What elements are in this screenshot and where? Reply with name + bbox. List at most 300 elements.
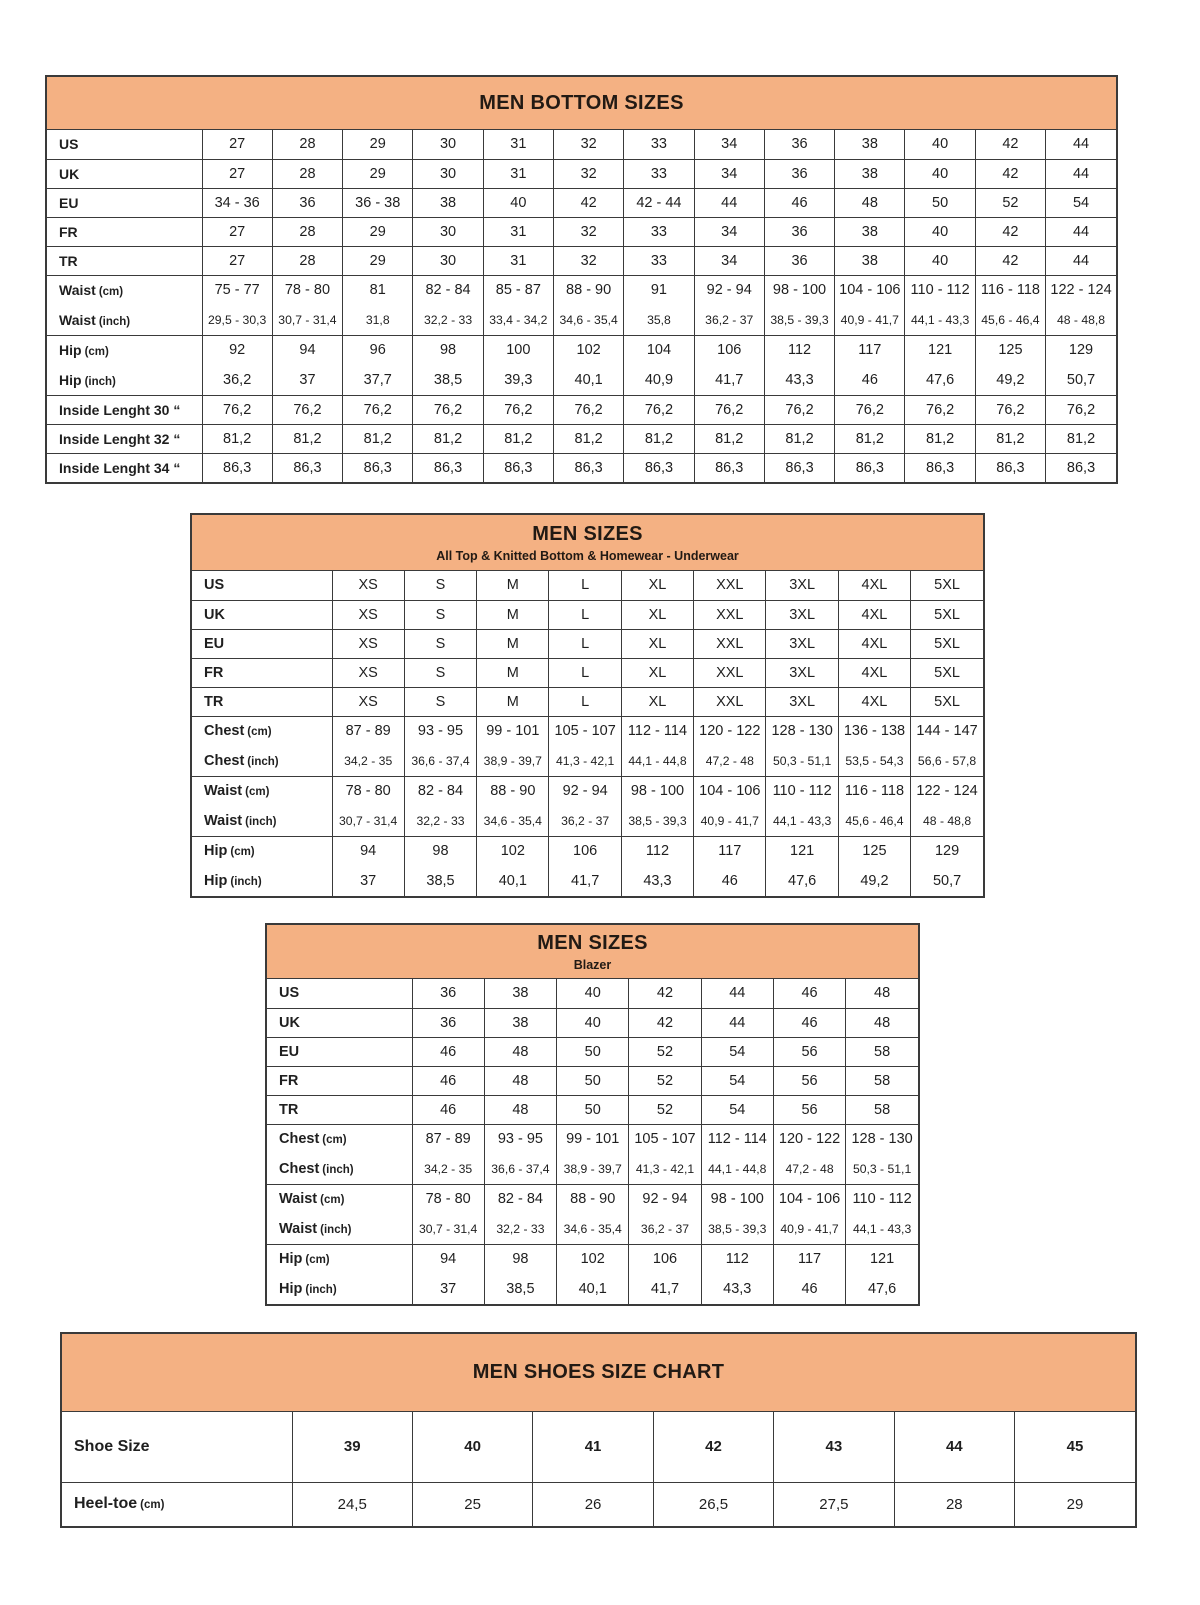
men-bottom-sizes-row-7-label-text: Hip <box>59 342 82 359</box>
men-bottom-sizes-cell-r3-c10: 40 <box>905 217 975 246</box>
men-sizes-tops-cell-r1-c1: S <box>404 600 476 629</box>
men-bottom-sizes-cell-r2-c12: 54 <box>1046 188 1116 217</box>
men-sizes-tops-cell-r2-c8: 5XL <box>911 629 983 658</box>
men-sizes-tops-cell-r7-c4: 98 - 100 <box>621 776 693 806</box>
men-sizes-tops-cell-r1-c4: XL <box>621 600 693 629</box>
men-sizes-blazer-cell-r6-c6: 50,3 - 51,1 <box>846 1154 918 1184</box>
men-sizes-blazer-row-0-label <box>267 979 412 1008</box>
men-sizes-tops-row-8-label-unit: (inch) <box>245 815 277 828</box>
men-bottom-sizes-cell-r11-c3: 86,3 <box>413 453 483 482</box>
men-bottom-sizes-cell-r2-c3: 38 <box>413 188 483 217</box>
men-sizes-tops-row-3-label <box>192 658 332 687</box>
men-sizes-tops-cell-r6-c5: 47,2 - 48 <box>694 746 766 776</box>
men-bottom-sizes-row-0-label <box>47 130 202 159</box>
men-shoes-size-chart-cell-r0-c1: 40 <box>412 1412 532 1482</box>
men-shoes-size-chart-title-bar <box>62 1334 1135 1412</box>
men-bottom-sizes-row-5-label <box>47 275 202 305</box>
men-sizes-blazer-cell-r2-c4: 54 <box>701 1037 773 1066</box>
men-bottom-sizes-cell-r1-c11: 42 <box>975 159 1045 188</box>
men-sizes-blazer-cell-r3-c2: 50 <box>557 1066 629 1095</box>
men-bottom-sizes-row-1-label-text: UK <box>59 165 80 182</box>
men-bottom-sizes-row-10-label <box>47 424 202 453</box>
men-bottom-sizes-table <box>45 75 1118 484</box>
men-sizes-blazer-cell-r7-c5: 104 - 106 <box>773 1184 845 1214</box>
men-sizes-tops-cell-r6-c3: 41,3 - 42,1 <box>549 746 621 776</box>
men-bottom-sizes-cell-r6-c11: 45,6 - 46,4 <box>975 305 1045 335</box>
men-bottom-sizes-cell-r2-c8: 46 <box>764 188 834 217</box>
men-bottom-sizes-cell-r10-c0: 81,2 <box>202 424 272 453</box>
men-sizes-tops-cell-r7-c3: 92 - 94 <box>549 776 621 806</box>
men-shoes-size-chart-cell-r1-c5: 28 <box>894 1482 1014 1526</box>
men-bottom-sizes-cell-r0-c1: 28 <box>272 130 342 159</box>
men-sizes-tops-cell-r3-c2: M <box>477 658 549 687</box>
men-bottom-sizes-cell-r9-c1: 76,2 <box>272 395 342 424</box>
men-shoes-size-chart-row-1-label-unit: (cm) <box>140 1499 165 1512</box>
men-bottom-sizes-cell-r10-c8: 81,2 <box>764 424 834 453</box>
men-sizes-tops-cell-r1-c6: 3XL <box>766 600 838 629</box>
men-bottom-sizes-row-8-label-unit: (inch) <box>84 375 116 388</box>
men-bottom-sizes-cell-r2-c10: 50 <box>905 188 975 217</box>
men-bottom-sizes-cell-r8-c12: 50,7 <box>1046 365 1116 395</box>
men-sizes-blazer-cell-r2-c6: 58 <box>846 1037 918 1066</box>
men-bottom-sizes-cell-r11-c5: 86,3 <box>553 453 623 482</box>
men-sizes-blazer-cell-r4-c5: 56 <box>773 1095 845 1124</box>
men-sizes-blazer-cell-r9-c6: 121 <box>846 1244 918 1274</box>
men-sizes-blazer-cell-r6-c1: 36,6 - 37,4 <box>484 1154 556 1184</box>
men-sizes-blazer-cell-r5-c4: 112 - 114 <box>701 1124 773 1154</box>
men-bottom-sizes-cell-r6-c3: 32,2 - 33 <box>413 305 483 335</box>
men-bottom-sizes-cell-r5-c10: 110 - 112 <box>905 275 975 305</box>
men-sizes-tops-cell-r8-c0: 30,7 - 31,4 <box>332 806 404 836</box>
men-sizes-blazer-row-6 <box>267 1154 918 1184</box>
men-sizes-tops-row-10 <box>192 866 983 896</box>
men-sizes-blazer-cell-r4-c0: 46 <box>412 1095 484 1124</box>
men-shoes-size-chart-cell-r1-c0: 24,5 <box>292 1482 412 1526</box>
men-bottom-sizes-cell-r4-c0: 27 <box>202 246 272 275</box>
men-bottom-sizes-cell-r10-c5: 81,2 <box>553 424 623 453</box>
men-bottom-sizes-cell-r0-c5: 32 <box>553 130 623 159</box>
men-bottom-sizes-cell-r0-c8: 36 <box>764 130 834 159</box>
men-sizes-blazer-cell-r8-c0: 30,7 - 31,4 <box>412 1214 484 1244</box>
men-bottom-sizes-row-3-label-text: FR <box>59 223 78 240</box>
men-bottom-sizes-cell-r1-c2: 29 <box>343 159 413 188</box>
men-bottom-sizes-row-10 <box>47 424 1116 453</box>
men-sizes-tops-cell-r4-c8: 5XL <box>911 687 983 716</box>
men-sizes-tops-cell-r9-c6: 121 <box>766 836 838 866</box>
men-sizes-blazer-title: MEN SIZES <box>537 931 648 954</box>
men-sizes-blazer-cell-r6-c5: 47,2 - 48 <box>773 1154 845 1184</box>
men-bottom-sizes-cell-r10-c11: 81,2 <box>975 424 1045 453</box>
men-sizes-blazer-cell-r10-c4: 43,3 <box>701 1274 773 1304</box>
men-bottom-sizes-row-8-label-text: Hip <box>59 371 82 388</box>
men-sizes-blazer-row-0-label-text: US <box>279 985 300 1002</box>
men-sizes-blazer-cell-r5-c1: 93 - 95 <box>484 1124 556 1154</box>
men-sizes-tops-row-10-label <box>192 866 332 896</box>
men-bottom-sizes-cell-r8-c11: 49,2 <box>975 365 1045 395</box>
men-bottom-sizes-row-2-label <box>47 188 202 217</box>
men-shoes-size-chart-title: MEN SHOES SIZE CHART <box>472 1361 725 1383</box>
men-sizes-tops-row-6-label <box>192 746 332 776</box>
men-sizes-tops-row-0-label-text: US <box>204 577 225 594</box>
men-sizes-tops-row-10-label-text: Hip <box>204 873 228 889</box>
men-bottom-sizes-cell-r9-c5: 76,2 <box>553 395 623 424</box>
men-bottom-sizes-row-4-label-text: TR <box>59 252 78 269</box>
men-sizes-blazer-cell-r8-c5: 40,9 - 41,7 <box>773 1214 845 1244</box>
men-bottom-sizes-cell-r10-c12: 81,2 <box>1046 424 1116 453</box>
men-sizes-tops-cell-r7-c5: 104 - 106 <box>694 776 766 806</box>
men-sizes-tops-cell-r0-c6: 3XL <box>766 571 838 600</box>
men-bottom-sizes-cell-r8-c1: 37 <box>272 365 342 395</box>
men-sizes-blazer-row-7-label <box>267 1184 412 1214</box>
men-sizes-tops-cell-r2-c1: S <box>404 629 476 658</box>
men-sizes-blazer-cell-r7-c2: 88 - 90 <box>557 1184 629 1214</box>
men-sizes-blazer-row-9 <box>267 1244 918 1274</box>
men-bottom-sizes-cell-r2-c4: 40 <box>483 188 553 217</box>
men-bottom-sizes-cell-r1-c9: 38 <box>835 159 905 188</box>
men-shoes-size-chart-cell-r0-c4: 43 <box>774 1412 894 1482</box>
men-sizes-tops-cell-r7-c2: 88 - 90 <box>477 776 549 806</box>
men-sizes-blazer-cell-r6-c0: 34,2 - 35 <box>412 1154 484 1184</box>
men-sizes-tops-cell-r10-c3: 41,7 <box>549 866 621 896</box>
men-sizes-tops-cell-r5-c0: 87 - 89 <box>332 716 404 746</box>
men-sizes-tops-cell-r9-c1: 98 <box>404 836 476 866</box>
men-sizes-tops-cell-r1-c2: M <box>477 600 549 629</box>
men-bottom-sizes-cell-r2-c2: 36 - 38 <box>343 188 413 217</box>
men-sizes-blazer-cell-r5-c3: 105 - 107 <box>629 1124 701 1154</box>
men-sizes-blazer-cell-r8-c1: 32,2 - 33 <box>484 1214 556 1244</box>
men-bottom-sizes-row-3-label <box>47 217 202 246</box>
men-shoes-size-chart-row-1-label-text: Heel-toe <box>74 1495 138 1513</box>
men-sizes-tops-cell-r1-c7: 4XL <box>838 600 910 629</box>
men-sizes-blazer-cell-r10-c0: 37 <box>412 1274 484 1304</box>
men-bottom-sizes-cell-r1-c0: 27 <box>202 159 272 188</box>
men-bottom-sizes-row-0-label-text: US <box>59 136 79 153</box>
men-sizes-tops-cell-r2-c4: XL <box>621 629 693 658</box>
men-sizes-blazer-row-1-label-text: UK <box>279 1014 300 1031</box>
men-bottom-sizes-cell-r7-c1: 94 <box>272 335 342 365</box>
men-sizes-blazer-subtitle: Blazer <box>573 957 612 972</box>
men-sizes-tops-cell-r5-c3: 105 - 107 <box>549 716 621 746</box>
men-sizes-tops-row-7-label <box>192 776 332 806</box>
men-sizes-tops-cell-r3-c6: 3XL <box>766 658 838 687</box>
men-sizes-blazer-cell-r1-c6: 48 <box>846 1008 918 1037</box>
men-bottom-sizes-cell-r4-c5: 32 <box>553 246 623 275</box>
men-bottom-sizes-cell-r3-c6: 33 <box>624 217 694 246</box>
men-sizes-blazer-row-6-label-text: Chest <box>279 1160 320 1177</box>
men-sizes-blazer-cell-r10-c2: 40,1 <box>557 1274 629 1304</box>
men-sizes-tops-cell-r9-c2: 102 <box>477 836 549 866</box>
men-bottom-sizes-row-9-label-text: Inside Lenght 30 “ <box>59 401 181 418</box>
men-sizes-blazer-cell-r8-c4: 38,5 - 39,3 <box>701 1214 773 1244</box>
men-sizes-tops-row-2 <box>192 629 983 658</box>
men-shoes-size-chart-row-1 <box>62 1482 1135 1526</box>
men-bottom-sizes-cell-r6-c1: 30,7 - 31,4 <box>272 305 342 335</box>
men-bottom-sizes-row-6-label-unit: (inch) <box>98 315 131 328</box>
men-sizes-tops-cell-r4-c7: 4XL <box>838 687 910 716</box>
men-sizes-tops-cell-r0-c1: S <box>404 571 476 600</box>
men-sizes-tops-cell-r0-c2: M <box>477 571 549 600</box>
men-sizes-tops-cell-r3-c5: XXL <box>694 658 766 687</box>
men-sizes-tops-cell-r3-c0: XS <box>332 658 404 687</box>
men-bottom-sizes-row-5 <box>47 275 1116 305</box>
men-sizes-tops-cell-r8-c5: 40,9 - 41,7 <box>694 806 766 836</box>
men-sizes-tops-row-9-label-text: Hip <box>204 843 228 860</box>
men-bottom-sizes-row-8-label <box>47 365 202 395</box>
men-bottom-sizes-cell-r5-c3: 82 - 84 <box>413 275 483 305</box>
men-sizes-tops-cell-r5-c6: 128 - 130 <box>766 716 838 746</box>
men-bottom-sizes-cell-r0-c4: 31 <box>483 130 553 159</box>
men-bottom-sizes-cell-r3-c1: 28 <box>272 217 342 246</box>
men-sizes-tops-grid <box>192 571 983 896</box>
men-sizes-tops-cell-r10-c8: 50,7 <box>911 866 983 896</box>
men-bottom-sizes-cell-r7-c12: 129 <box>1046 335 1116 365</box>
men-sizes-blazer-cell-r6-c3: 41,3 - 42,1 <box>629 1154 701 1184</box>
men-sizes-blazer-cell-r6-c4: 44,1 - 44,8 <box>701 1154 773 1184</box>
men-bottom-sizes-cell-r0-c12: 44 <box>1046 130 1116 159</box>
men-bottom-sizes-cell-r0-c9: 38 <box>835 130 905 159</box>
men-bottom-sizes-cell-r4-c10: 40 <box>905 246 975 275</box>
men-bottom-sizes-row-11-label <box>47 453 202 482</box>
men-sizes-blazer-cell-r1-c1: 38 <box>484 1008 556 1037</box>
men-sizes-blazer-cell-r10-c6: 47,6 <box>846 1274 918 1304</box>
men-bottom-sizes-row-0 <box>47 130 1116 159</box>
men-bottom-sizes-cell-r8-c7: 41,7 <box>694 365 764 395</box>
men-sizes-blazer-cell-r4-c3: 52 <box>629 1095 701 1124</box>
men-bottom-sizes-cell-r7-c11: 125 <box>975 335 1045 365</box>
men-sizes-blazer-row-9-label-unit: (cm) <box>305 1254 330 1267</box>
men-sizes-tops-cell-r4-c5: XXL <box>694 687 766 716</box>
men-sizes-blazer-cell-r0-c6: 48 <box>846 979 918 1008</box>
men-bottom-sizes-cell-r10-c9: 81,2 <box>835 424 905 453</box>
men-bottom-sizes-cell-r4-c6: 33 <box>624 246 694 275</box>
men-bottom-sizes-cell-r9-c7: 76,2 <box>694 395 764 424</box>
men-bottom-sizes-cell-r9-c2: 76,2 <box>343 395 413 424</box>
men-sizes-blazer-cell-r2-c1: 48 <box>484 1037 556 1066</box>
men-sizes-tops-cell-r8-c6: 44,1 - 43,3 <box>766 806 838 836</box>
men-sizes-blazer-cell-r1-c3: 42 <box>629 1008 701 1037</box>
men-sizes-tops-cell-r4-c3: L <box>549 687 621 716</box>
men-bottom-sizes-cell-r7-c6: 104 <box>624 335 694 365</box>
men-sizes-blazer-cell-r4-c4: 54 <box>701 1095 773 1124</box>
men-bottom-sizes-cell-r0-c10: 40 <box>905 130 975 159</box>
men-sizes-blazer-row-9-label-text: Hip <box>279 1251 303 1268</box>
men-sizes-blazer-row-9-label <box>267 1244 412 1274</box>
men-sizes-blazer-title-bar <box>267 925 918 979</box>
men-sizes-tops-cell-r0-c8: 5XL <box>911 571 983 600</box>
men-sizes-blazer-cell-r6-c2: 38,9 - 39,7 <box>557 1154 629 1184</box>
men-sizes-tops-cell-r6-c8: 56,6 - 57,8 <box>911 746 983 776</box>
men-sizes-tops-row-1-label <box>192 600 332 629</box>
men-bottom-sizes-cell-r1-c4: 31 <box>483 159 553 188</box>
men-sizes-blazer-row-5 <box>267 1124 918 1154</box>
men-sizes-tops-cell-r10-c0: 37 <box>332 866 404 896</box>
men-sizes-blazer-row-1-label <box>267 1008 412 1037</box>
men-bottom-sizes-row-4 <box>47 246 1116 275</box>
men-bottom-sizes-row-6-label <box>47 305 202 335</box>
men-bottom-sizes-cell-r1-c12: 44 <box>1046 159 1116 188</box>
men-bottom-sizes-row-5-label-unit: (cm) <box>98 286 124 299</box>
men-bottom-sizes-cell-r6-c9: 40,9 - 41,7 <box>835 305 905 335</box>
men-bottom-sizes-cell-r2-c6: 42 - 44 <box>624 188 694 217</box>
men-sizes-blazer-row-4-label-text: TR <box>279 1101 299 1118</box>
men-sizes-tops-row-7-label-unit: (cm) <box>245 786 270 799</box>
men-sizes-blazer-row-6-label <box>267 1154 412 1184</box>
men-bottom-sizes-cell-r10-c4: 81,2 <box>483 424 553 453</box>
men-bottom-sizes-cell-r4-c4: 31 <box>483 246 553 275</box>
men-bottom-sizes-cell-r3-c4: 31 <box>483 217 553 246</box>
men-bottom-sizes-cell-r9-c8: 76,2 <box>764 395 834 424</box>
men-bottom-sizes-cell-r8-c2: 37,7 <box>343 365 413 395</box>
men-bottom-sizes-cell-r6-c4: 33,4 - 34,2 <box>483 305 553 335</box>
men-sizes-tops-row-7 <box>192 776 983 806</box>
men-bottom-sizes-cell-r0-c0: 27 <box>202 130 272 159</box>
men-sizes-blazer-cell-r9-c0: 94 <box>412 1244 484 1274</box>
men-bottom-sizes-cell-r11-c4: 86,3 <box>483 453 553 482</box>
men-sizes-blazer-row-6-label-unit: (inch) <box>322 1163 354 1176</box>
men-sizes-tops-row-5-label-text: Chest <box>204 723 245 740</box>
men-bottom-sizes-row-2-label-text: EU <box>59 194 79 211</box>
men-bottom-sizes-cell-r3-c0: 27 <box>202 217 272 246</box>
men-bottom-sizes-row-9 <box>47 395 1116 424</box>
men-bottom-sizes-cell-r0-c6: 33 <box>624 130 694 159</box>
men-sizes-blazer-row-7 <box>267 1184 918 1214</box>
men-bottom-sizes-cell-r5-c6: 91 <box>624 275 694 305</box>
men-sizes-blazer-row-8 <box>267 1214 918 1244</box>
men-sizes-tops-subtitle: All Top & Knitted Bottom & Homewear - Underwear <box>436 548 739 563</box>
men-sizes-tops-cell-r4-c2: M <box>477 687 549 716</box>
men-sizes-tops-cell-r5-c7: 136 - 138 <box>838 716 910 746</box>
men-sizes-blazer-row-3 <box>267 1066 918 1095</box>
men-bottom-sizes-cell-r5-c1: 78 - 80 <box>272 275 342 305</box>
men-sizes-tops-cell-r10-c7: 49,2 <box>838 866 910 896</box>
men-sizes-blazer-cell-r4-c2: 50 <box>557 1095 629 1124</box>
men-sizes-tops-cell-r7-c1: 82 - 84 <box>404 776 476 806</box>
men-bottom-sizes-cell-r5-c4: 85 - 87 <box>483 275 553 305</box>
men-sizes-tops-row-5 <box>192 716 983 746</box>
men-sizes-blazer-cell-r7-c1: 82 - 84 <box>484 1184 556 1214</box>
men-bottom-sizes-row-11 <box>47 453 1116 482</box>
men-bottom-sizes-cell-r9-c11: 76,2 <box>975 395 1045 424</box>
men-bottom-sizes-cell-r4-c8: 36 <box>764 246 834 275</box>
men-shoes-size-chart-grid <box>62 1412 1135 1526</box>
men-bottom-sizes-row-7 <box>47 335 1116 365</box>
men-sizes-blazer-row-2-label <box>267 1037 412 1066</box>
men-sizes-tops-cell-r9-c0: 94 <box>332 836 404 866</box>
men-bottom-sizes-cell-r2-c5: 42 <box>553 188 623 217</box>
men-sizes-tops-title: MEN SIZES <box>532 522 643 545</box>
men-sizes-blazer-row-0 <box>267 979 918 1008</box>
men-bottom-sizes-row-8 <box>47 365 1116 395</box>
men-bottom-sizes-row-9-label <box>47 395 202 424</box>
men-sizes-blazer-cell-r8-c3: 36,2 - 37 <box>629 1214 701 1244</box>
men-bottom-sizes-cell-r6-c2: 31,8 <box>343 305 413 335</box>
men-sizes-tops-cell-r0-c4: XL <box>621 571 693 600</box>
men-bottom-sizes-grid <box>47 130 1116 482</box>
men-bottom-sizes-cell-r1-c1: 28 <box>272 159 342 188</box>
men-bottom-sizes-cell-r9-c0: 76,2 <box>202 395 272 424</box>
men-shoes-size-chart-cell-r1-c3: 26,5 <box>653 1482 773 1526</box>
men-sizes-blazer-cell-r3-c0: 46 <box>412 1066 484 1095</box>
men-sizes-tops-cell-r7-c7: 116 - 118 <box>838 776 910 806</box>
men-bottom-sizes-cell-r7-c5: 102 <box>553 335 623 365</box>
men-sizes-blazer-row-10-label <box>267 1274 412 1304</box>
men-sizes-tops-cell-r10-c6: 47,6 <box>766 866 838 896</box>
men-sizes-blazer-cell-r8-c6: 44,1 - 43,3 <box>846 1214 918 1244</box>
men-bottom-sizes-cell-r4-c2: 29 <box>343 246 413 275</box>
men-sizes-blazer-cell-r2-c5: 56 <box>773 1037 845 1066</box>
men-sizes-blazer-cell-r9-c2: 102 <box>557 1244 629 1274</box>
men-shoes-size-chart-cell-r0-c0: 39 <box>292 1412 412 1482</box>
men-sizes-tops-cell-r2-c6: 3XL <box>766 629 838 658</box>
men-bottom-sizes-cell-r6-c7: 36,2 - 37 <box>694 305 764 335</box>
men-bottom-sizes-cell-r9-c6: 76,2 <box>624 395 694 424</box>
men-sizes-tops-cell-r6-c2: 38,9 - 39,7 <box>477 746 549 776</box>
men-sizes-tops-cell-r0-c5: XXL <box>694 571 766 600</box>
men-shoes-size-chart-cell-r1-c2: 26 <box>533 1482 653 1526</box>
men-bottom-sizes-cell-r7-c4: 100 <box>483 335 553 365</box>
men-bottom-sizes-cell-r10-c10: 81,2 <box>905 424 975 453</box>
men-sizes-tops-cell-r5-c5: 120 - 122 <box>694 716 766 746</box>
men-bottom-sizes-cell-r6-c0: 29,5 - 30,3 <box>202 305 272 335</box>
men-bottom-sizes-cell-r8-c5: 40,1 <box>553 365 623 395</box>
men-sizes-blazer-cell-r2-c0: 46 <box>412 1037 484 1066</box>
men-bottom-sizes-row-11-label-text: Inside Lenght 34 “ <box>59 459 181 476</box>
men-sizes-tops-cell-r1-c3: L <box>549 600 621 629</box>
men-shoes-size-chart-row-0-label-text: Shoe Size <box>74 1437 150 1455</box>
men-sizes-tops-row-9-label-unit: (cm) <box>230 846 255 859</box>
men-sizes-blazer-cell-r1-c5: 46 <box>773 1008 845 1037</box>
men-bottom-sizes-cell-r5-c12: 122 - 124 <box>1046 275 1116 305</box>
men-sizes-blazer-cell-r5-c6: 128 - 130 <box>846 1124 918 1154</box>
men-shoes-size-chart-row-0 <box>62 1412 1135 1482</box>
men-sizes-tops-cell-r8-c3: 36,2 - 37 <box>549 806 621 836</box>
men-shoes-size-chart-cell-r1-c4: 27,5 <box>774 1482 894 1526</box>
men-bottom-sizes-cell-r11-c1: 86,3 <box>272 453 342 482</box>
men-sizes-blazer-cell-r5-c2: 99 - 101 <box>557 1124 629 1154</box>
men-sizes-tops-cell-r9-c7: 125 <box>838 836 910 866</box>
men-sizes-tops-row-0 <box>192 571 983 600</box>
men-bottom-sizes-cell-r8-c0: 36,2 <box>202 365 272 395</box>
men-sizes-tops-cell-r4-c0: XS <box>332 687 404 716</box>
men-bottom-sizes-cell-r0-c2: 29 <box>343 130 413 159</box>
men-sizes-tops-cell-r6-c0: 34,2 - 35 <box>332 746 404 776</box>
men-sizes-tops-cell-r6-c6: 50,3 - 51,1 <box>766 746 838 776</box>
men-sizes-blazer-cell-r9-c1: 98 <box>484 1244 556 1274</box>
men-sizes-tops-cell-r1-c8: 5XL <box>911 600 983 629</box>
men-bottom-sizes-cell-r0-c3: 30 <box>413 130 483 159</box>
men-bottom-sizes-row-10-label-text: Inside Lenght 32 “ <box>59 430 181 447</box>
men-sizes-tops-row-4-label-text: TR <box>204 693 224 710</box>
men-bottom-sizes-cell-r7-c10: 121 <box>905 335 975 365</box>
men-sizes-blazer-cell-r2-c2: 50 <box>557 1037 629 1066</box>
men-sizes-tops-row-4-label <box>192 687 332 716</box>
men-sizes-tops-cell-r5-c1: 93 - 95 <box>404 716 476 746</box>
men-bottom-sizes-cell-r3-c2: 29 <box>343 217 413 246</box>
men-sizes-tops-cell-r5-c4: 112 - 114 <box>621 716 693 746</box>
men-sizes-tops-cell-r7-c8: 122 - 124 <box>911 776 983 806</box>
men-sizes-tops-cell-r3-c3: L <box>549 658 621 687</box>
men-sizes-blazer-cell-r3-c3: 52 <box>629 1066 701 1095</box>
men-sizes-blazer-cell-r3-c1: 48 <box>484 1066 556 1095</box>
men-bottom-sizes-cell-r10-c7: 81,2 <box>694 424 764 453</box>
men-sizes-blazer-cell-r1-c2: 40 <box>557 1008 629 1037</box>
men-bottom-sizes-cell-r0-c11: 42 <box>975 130 1045 159</box>
men-sizes-blazer-cell-r10-c5: 46 <box>773 1274 845 1304</box>
men-sizes-blazer-row-5-label-unit: (cm) <box>322 1134 347 1147</box>
men-sizes-tops-cell-r2-c0: XS <box>332 629 404 658</box>
men-bottom-sizes-cell-r6-c8: 38,5 - 39,3 <box>764 305 834 335</box>
men-bottom-sizes-cell-r4-c11: 42 <box>975 246 1045 275</box>
